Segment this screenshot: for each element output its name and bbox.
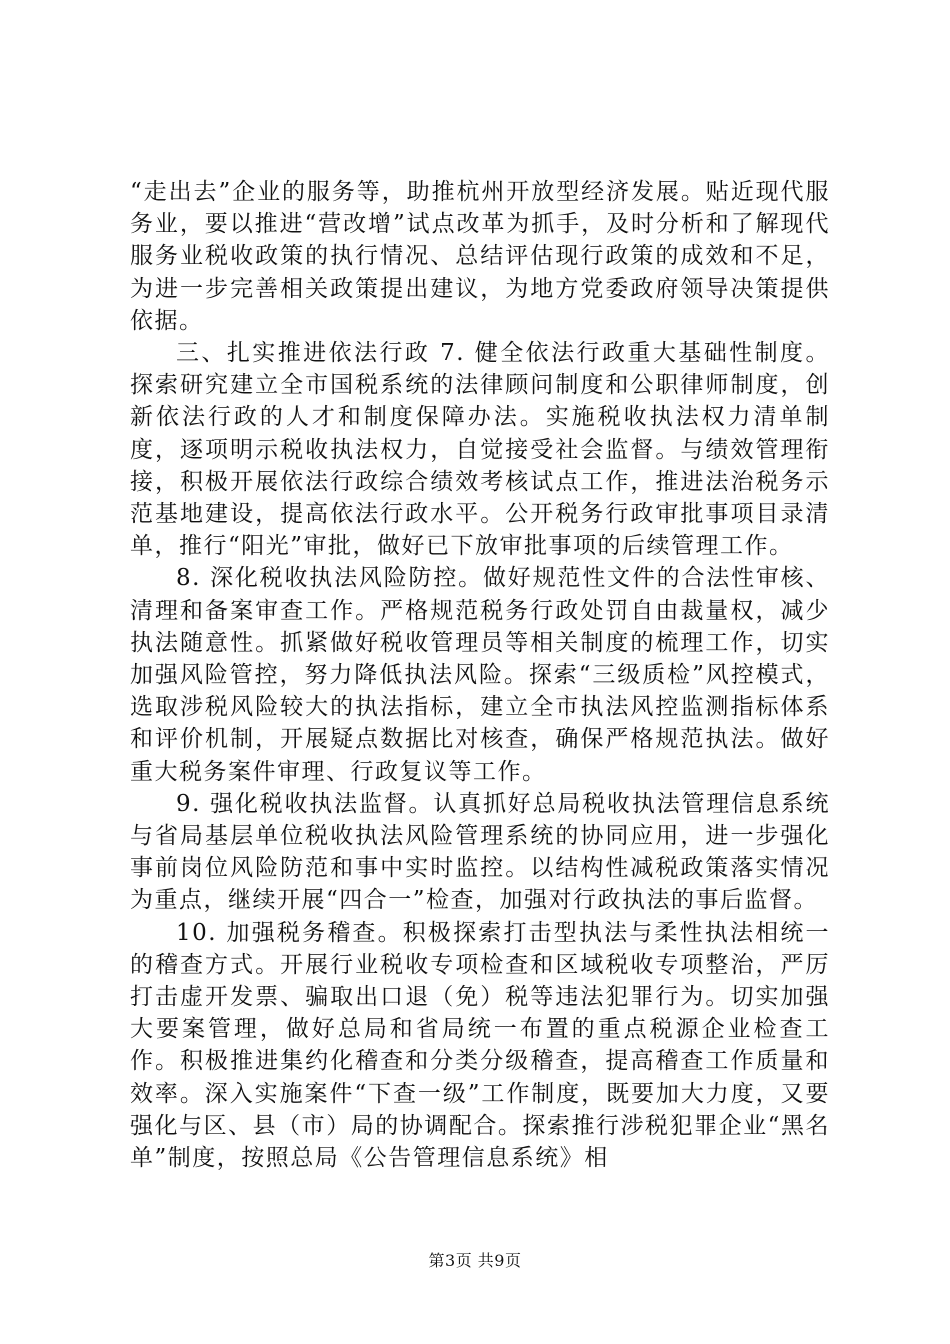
paragraph-item-8: 8. 深化税收执法风险防控。做好规范性文件的合法性审核、清理和备案审查工作。严格规范税务行政处罚自由裁量权，减少执法随意性。抓紧做好税收管理员等相关制度的梳理工作，切实加强风险管控，努力降低执法风险。探索“三级质检”风控模式，选取涉税风险较大的执法指标，建立全市执法风控监测指标体系和评价机制，开展疑点数据比对核查，确保严格规范执法。做好重大税务案件审理、行政复议等工作。 xyxy=(130,565,830,785)
paragraph-continuation: “走出去”企业的服务等，助推杭州开放型经济发展。贴近现代服务业，要以推进“营改增”试点改革为抓手，及时分析和了解现代服务业税收政策的执行情况、总结评估现行政策的成效和不足，为进一步完善相关政策提出建议，为地方党委政府领导决策提供依据。 xyxy=(130,179,830,334)
page-number-footer: 第3页 共9页 xyxy=(428,1251,522,1270)
paragraph-section-three: 三、扎实推进依法行政 7. 健全依法行政重大基础性制度。探索研究建立全市国税系统的法律顾问制度和公职律师制度，创新依法行政的人才和制度保障办法。实施税收执法权力清单制度，逐项明示税收执法权力，自觉接受社会监督。与绩效管理衔接，积极开展依法行政综合绩效考核试点工作，推进法治税务示范基地建设，提高依法行政水平。公开税务行政审批事项目录清单，推行“阳光”审批，做好已下放审批事项的后续管理工作。 xyxy=(130,340,830,560)
paragraph-item-10: 10. 加强税务稽查。积极探索打击型执法与柔性执法相统一的稽查方式。开展行业税收专项检查和区域税收专项整治，严厉打击虚开发票、骗取出口退（免）税等违法犯罪行为。切实加强大要案管理，做好总局和省局统一布置的重点税源企业检查工作。积极推进集约化稽查和分类分级稽查，提高稽查工作质量和效率。深入实施案件“下查一级”工作制度，既要加大力度，又要强化与区、县（市）局的协调配合。探索推行涉税犯罪企业“黑名单”制度，按照总局《公告管理信息系统》相 xyxy=(130,919,830,1172)
document-body xyxy=(130,176,830,1174)
paragraph-item-9: 9. 强化税收执法监督。认真抓好总局税收执法管理信息系统与省局基层单位税收执法风险管理系统的协同应用，进一步强化事前岗位风险防范和事中实时监控。以结构性减税政策落实情况为重点，继续开展“四合一”检查，加强对行政执法的事后监督。 xyxy=(130,790,830,914)
